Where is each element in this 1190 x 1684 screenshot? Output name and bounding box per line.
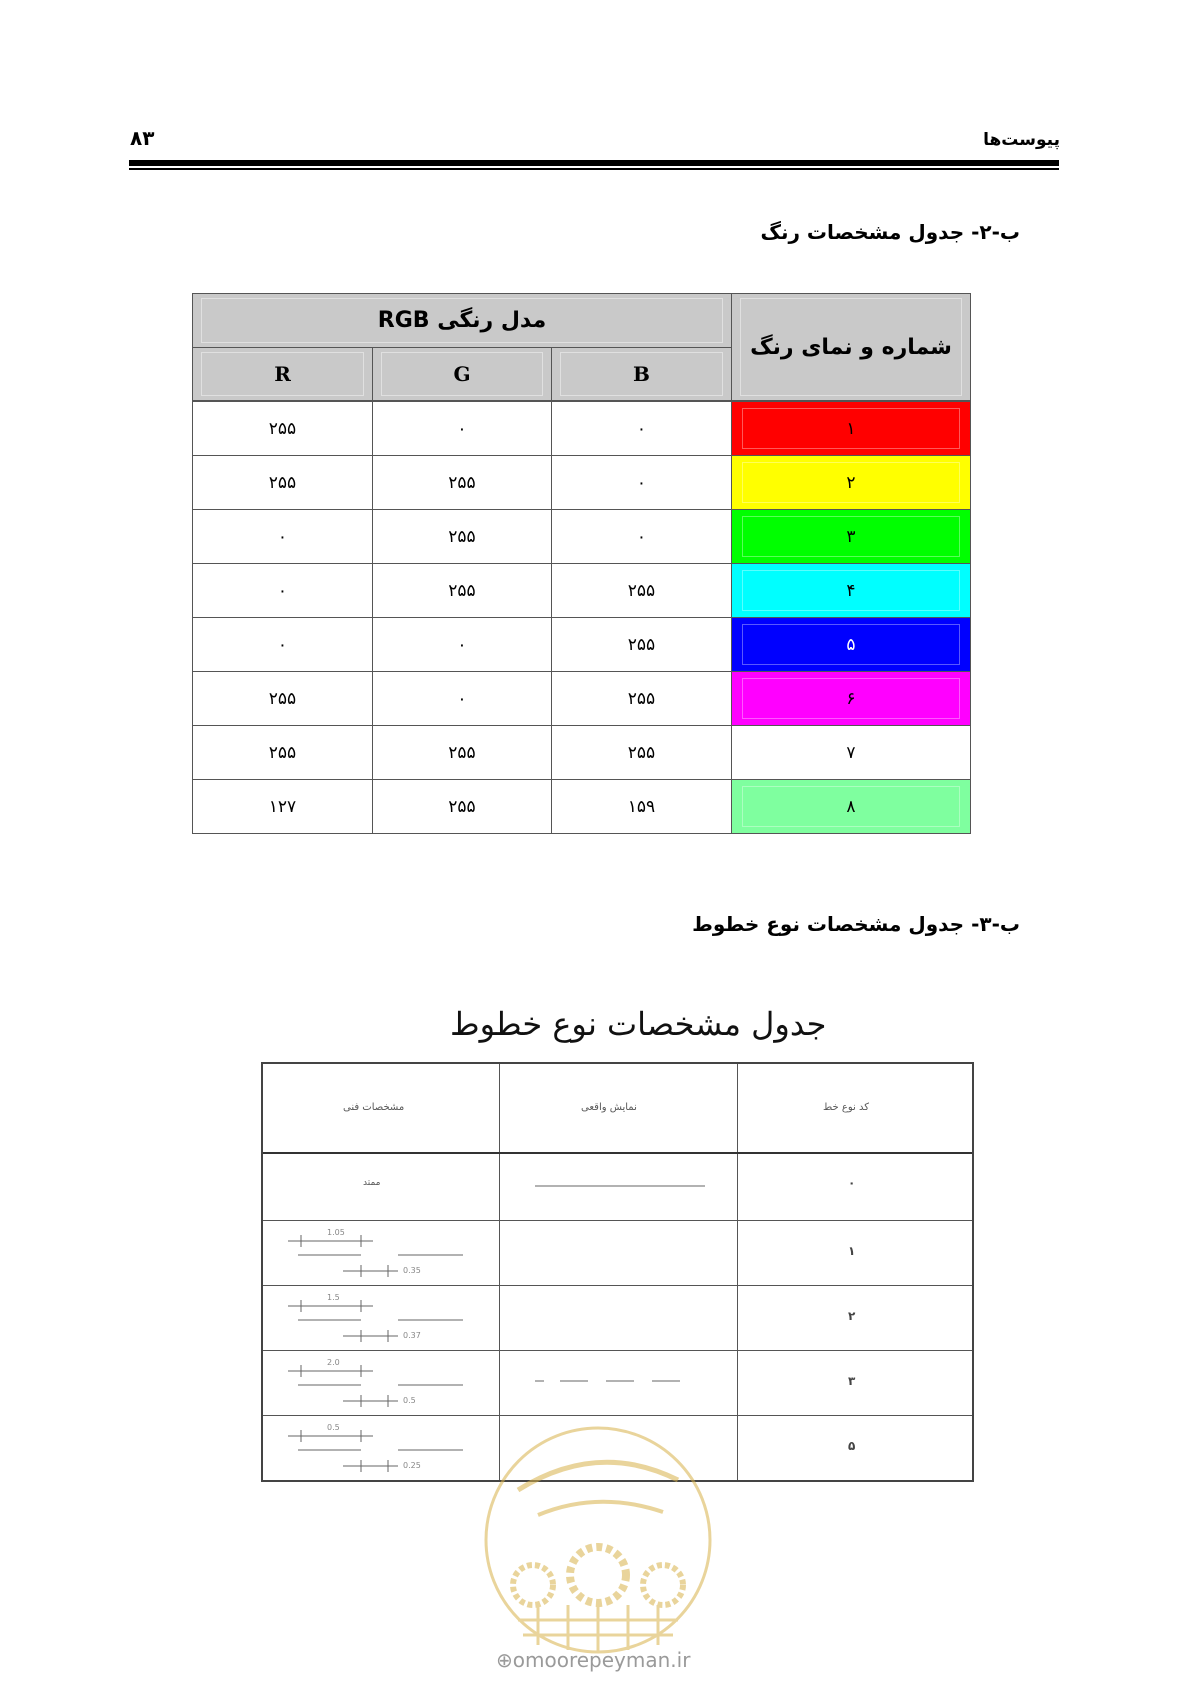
rgb-cell-b: ۲۵۵ [551, 563, 732, 618]
rgb-cell-g: ۲۵۵ [372, 509, 552, 564]
line-head-code: کد نوع خط [823, 1102, 869, 1113]
rgb-cell-g: ۲۵۵ [372, 455, 552, 510]
running-head: پیوست‌ها [983, 130, 1060, 150]
watermark-logo-icon [478, 1420, 718, 1660]
rgb-cell-b: ۲۵۵ [551, 725, 732, 780]
header-rgb-model-label: مدل رنگی RGB [377, 308, 547, 333]
color-swatch-cell: ۷ [731, 725, 971, 780]
line-code-3: ۳ [848, 1374, 856, 1388]
solid-line-label: ممتد [363, 1178, 381, 1188]
line-spec-sketches [263, 1221, 499, 1483]
rgb-cell-g: ۰ [372, 617, 552, 672]
rgb-cell-b: ۲۵۵ [551, 671, 732, 726]
rgb-cell-b: ۱۵۹ [551, 779, 732, 834]
line-code-1: ۱ [848, 1244, 856, 1258]
spec-5-gap: 0.25 [403, 1461, 421, 1470]
header-col-r: R [192, 347, 373, 401]
color-swatch-cell: ۵ [731, 617, 971, 672]
spec-sketch-5 [288, 1423, 463, 1472]
color-swatch-cell: ۴ [731, 563, 971, 618]
color-swatch-cell: ۱ [731, 401, 971, 456]
spec-2-gap: 0.37 [403, 1331, 421, 1340]
spec-sketch-1 [288, 1228, 463, 1277]
spec-2-dash: 1.5 [327, 1293, 340, 1302]
header-col-g: G [372, 347, 552, 401]
rgb-cell-r: ۲۵۵ [192, 455, 373, 510]
rgb-cell-r: ۲۵۵ [192, 671, 373, 726]
watermark-url: ⊕omoorepeyman.ir [496, 1648, 691, 1672]
rgb-cell-r: ۲۵۵ [192, 401, 373, 456]
rgb-cell-b: ۰ [551, 509, 732, 564]
rgb-cell-g: ۰ [372, 401, 552, 456]
color-spec-table [192, 293, 971, 834]
header-color-number-label: شماره و نمای رنگ [750, 334, 952, 360]
header-col-b: B [551, 347, 732, 401]
line-head-spec: مشخصات فنی [343, 1102, 405, 1113]
spec-3-dash: 2.0 [327, 1358, 340, 1367]
rgb-cell-r: ۰ [192, 563, 373, 618]
section-title-line-table: ب-۳- جدول مشخصات نوع خطوط [692, 912, 1020, 936]
section-title-color-table: ب-۲- جدول مشخصات رنگ [760, 220, 1020, 244]
header-color-number [731, 293, 971, 401]
figure-title-line-types: جدول مشخصات نوع خطوط [450, 1005, 827, 1043]
spec-1-gap: 0.35 [403, 1266, 421, 1275]
line-head-display: نمایش واقعی [581, 1102, 637, 1113]
header-rule-thick [129, 160, 1059, 166]
rgb-cell-b: ۰ [551, 401, 732, 456]
globe-icon: ⊕ [496, 1648, 513, 1672]
rgb-cell-g: ۲۵۵ [372, 725, 552, 780]
line-type-table [261, 1062, 974, 1482]
rgb-cell-g: ۲۵۵ [372, 563, 552, 618]
color-swatch-cell: ۸ [731, 779, 971, 834]
rgb-cell-r: ۰ [192, 509, 373, 564]
page-number: ۸۳ [130, 126, 155, 150]
rgb-cell-r: ۲۵۵ [192, 725, 373, 780]
color-swatch-cell: ۳ [731, 509, 971, 564]
spec-sketch-3 [288, 1358, 463, 1407]
rgb-cell-b: ۰ [551, 455, 732, 510]
line-code-0: ۰ [848, 1176, 856, 1190]
rgb-cell-r: ۰ [192, 617, 373, 672]
line-code-5: ۵ [848, 1439, 856, 1453]
rgb-cell-b: ۲۵۵ [551, 617, 732, 672]
header-rule-thin [129, 168, 1059, 170]
spec-5-dash: 0.5 [327, 1423, 340, 1432]
color-swatch-cell: ۶ [731, 671, 971, 726]
header-rgb-model [192, 293, 732, 348]
spec-sketch-2 [288, 1293, 463, 1342]
spec-3-gap: 0.5 [403, 1396, 416, 1405]
spec-1-dash: 1.05 [327, 1228, 345, 1237]
color-swatch-cell: ۲ [731, 455, 971, 510]
line-code-2: ۲ [848, 1309, 856, 1323]
rgb-cell-r: ۱۲۷ [192, 779, 373, 834]
rgb-cell-g: ۰ [372, 671, 552, 726]
rgb-cell-g: ۲۵۵ [372, 779, 552, 834]
